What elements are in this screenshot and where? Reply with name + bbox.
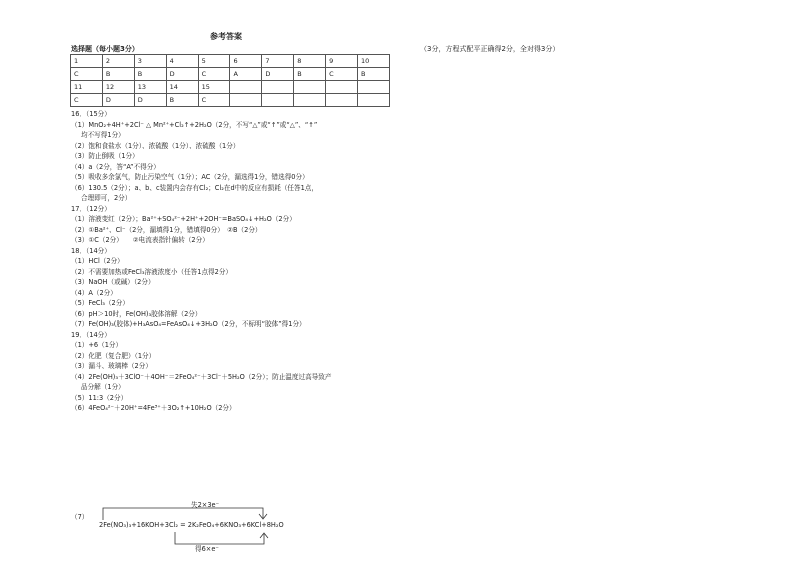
table-cell: B [166,94,198,107]
table-cell: C [198,94,230,107]
answer-line: （1）溶液变红（2分）；Ba²⁺+SO₄²⁻+2H⁺+2OH⁻=BaSO₄↓+H₂O（2分） [71,215,296,223]
equation-formula: 2Fe(NO₃)₃+16KOH+3Cl₂ = 2K₂FeO₄+6KNO₃+6KCl+8H₂O [99,521,284,529]
answer-line: （2）不需要加热或FeCl₃溶液浓度小（任答1点得2分） [71,267,233,276]
table-cell: D [262,68,294,81]
equation-label: （7） [71,513,89,521]
table-cell: 9 [326,55,358,68]
table-cell [358,81,390,94]
table-cell: C [71,94,103,107]
table-cell: 2 [102,55,134,68]
answer-line: （3）NaOH（或碱）（2分） [71,278,155,286]
answer-line: （3）防止倒吸（1分） [71,152,139,160]
table-cell: 7 [262,55,294,68]
table-cell [326,81,358,94]
answer-line: （6）pH＞10时，Fe(OH)₃胶体溶解（2分） [71,309,202,318]
table-cell: 14 [166,81,198,94]
answer-line: （3）①C（2分） ②电流表指针偏转（2分） [71,236,209,244]
table-cell: 12 [102,81,134,94]
table-cell: 15 [198,81,230,94]
table-cell: C [198,68,230,81]
table-cell: 5 [198,55,230,68]
answer-line: （1）MnO₂+4H⁺+2Cl⁻ △ Mn²⁺+Cl₂↑+2H₂O（2分，不写“△”或“↑”或“△”、“↑” [71,120,318,129]
table-cell: C [71,68,103,81]
answer-line: （3）漏斗、玻璃棒（2分） [71,362,152,370]
table-row [71,94,390,107]
table-cell: B [102,68,134,81]
table-cell [326,94,358,107]
answer-table [70,54,390,107]
answer-line: （7）Fe(OH)₃(胶体)+H₃AsO₄=FeAsO₄↓+3H₂O（2分，不标明“胶体”得1分） [71,320,306,328]
table-cell [262,94,294,107]
answer-lines [71,109,411,414]
answer-line: 16．（15分） [71,110,111,118]
table-cell: 1 [71,55,103,68]
answer-line: 品分解（1分） [81,383,125,391]
page-title: 参考答案 [210,32,242,41]
table-cell [294,94,326,107]
table-cell [262,81,294,94]
table-cell [230,81,262,94]
table-cell: D [102,94,134,107]
answer-line: （5）FeCl₃（2分） [71,299,129,307]
table-cell: A [230,68,262,81]
table-cell [358,94,390,107]
answer-line: （4）a（2分，答“A”不得分） [71,162,160,171]
table-cell: 13 [134,81,166,94]
answer-line: （1）+6（1分） [71,341,123,349]
table-cell [294,81,326,94]
answer-line: （2）①Ba²⁺、Cl⁻（2分，漏填得1分，错填得0分） ②B（2分） [71,225,262,234]
table-cell: D [166,68,198,81]
table-cell: B [134,68,166,81]
table-cell [230,94,262,107]
answer-line: （2）饱和食盐水（1分）、浓硫酸（1分）、浓硫酸（1分） [71,141,240,150]
table-cell: 6 [230,55,262,68]
redox-equation [71,498,411,558]
table-row [71,55,390,68]
answer-line: 均不写得1分） [81,131,125,139]
answer-line: 18．（14分） [71,246,111,255]
table-cell: B [358,68,390,81]
answer-line: （4）A（2分） [71,288,117,297]
answer-line: （2）化肥（复合肥）（1分） [71,351,156,360]
answer-line: （6）4FeO₄²⁻＋20H⁺=4Fe³⁺＋3O₂↑+10H₂O（2分） [71,404,236,412]
electron-lose-label: 失2×3e⁻ [191,501,220,509]
table-row [71,68,390,81]
table-cell: 4 [166,55,198,68]
table-cell: B [294,68,326,81]
table-cell: 8 [294,55,326,68]
answer-line: （6）130.5（2分）；a、b、c装置内会存有Cl₂；Cl₂在d中的反应有损耗（任答1点， [71,183,318,192]
electron-gain-label: 得6×e⁻ [195,545,219,553]
answer-line: （5）吸收多余氯气，防止污染空气（1分）；AC（2分，漏选得1分，错选得0分） [71,173,309,181]
answer-line: 19．（14分） [71,330,111,339]
answer-line: 合理即可，2分） [81,194,132,202]
table-cell: 3 [134,55,166,68]
table-row [71,81,390,94]
scoring-note: （3分，方程式配平正确得2分，全对得3分） [420,45,560,53]
table-cell: 11 [71,81,103,94]
table-cell: C [326,68,358,81]
answer-line: （1）HCl（2分） [71,257,124,265]
section-label: 选择题（每小题3分） [71,45,139,53]
table-cell: 10 [358,55,390,68]
answer-line: （4）2Fe(OH)₃＋3ClO⁻＋4OH⁻＝2FeO₄²⁻＋3Cl⁻＋5H₂O（2分）；防止温度过高导致产 [71,372,332,381]
answer-line: （5）11:3（2分） [71,393,128,402]
table-cell: D [134,94,166,107]
answer-line: 17．（12分） [71,204,111,213]
